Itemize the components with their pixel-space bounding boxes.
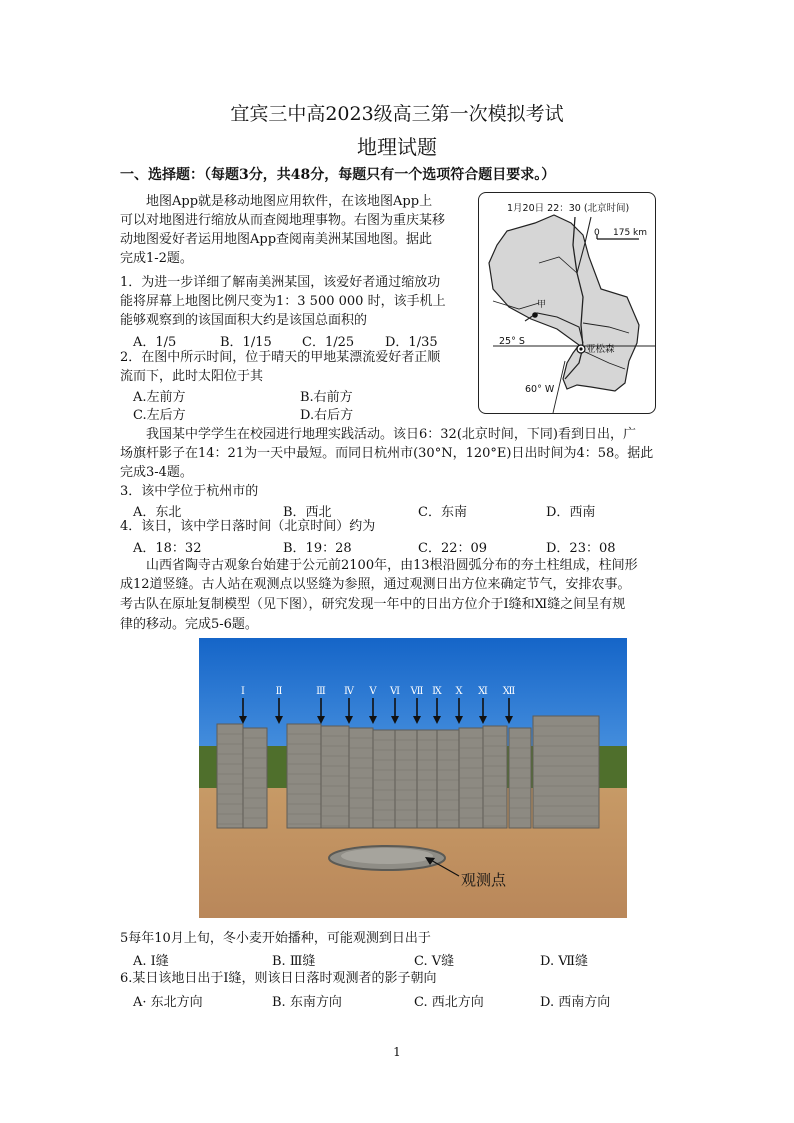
intro3-line: 律的移动。完成5-6题。: [120, 617, 258, 632]
place-jia-label: 甲: [537, 300, 547, 310]
map-time-label: 1月20日 22：30 (北京时间): [507, 203, 630, 214]
map-svg: [479, 193, 655, 413]
slit-label: Ⅴ: [369, 686, 377, 697]
q6-option-d: D. 西南方向: [540, 995, 611, 1010]
slit-label: Ⅰ: [241, 686, 245, 697]
q3-option-b: B．西北: [283, 505, 332, 520]
slit-label: Ⅹ: [455, 686, 463, 697]
pillar: [395, 730, 417, 828]
intro3-line: 成12道竖缝。古人站在观测点以竖缝为参照，通过观测日出方位来确定节气，安排农事。: [120, 577, 631, 592]
q2-option-b: B.右前方: [300, 390, 353, 405]
scale-label: 175 km: [613, 228, 648, 238]
pillar: [533, 716, 599, 828]
intro1-line: 可以对地图进行缩放从而查阅地理事物。右图为重庆某移: [120, 213, 446, 228]
pillar: [321, 726, 349, 828]
pillar: [417, 730, 437, 828]
q6-option-c: C. 西北方向: [414, 995, 484, 1010]
subject-title: 地理试题: [357, 135, 437, 159]
q3-option-c: C．东南: [418, 505, 467, 520]
slit-label: Ⅱ: [275, 686, 283, 697]
scale-zero-label: 0: [594, 228, 600, 238]
q5-stem: 5每年10月上旬，冬小麦开始播种，可能观测到日出于: [120, 931, 431, 946]
q1-option-a: A．1/5: [133, 335, 177, 350]
exam-title: 宜宾三中高2023级高三第一次模拟考试: [230, 103, 564, 125]
q1-stem: 能够观察到的该国面积大约是该国总面积的: [120, 313, 368, 328]
capital-dot: [579, 347, 582, 350]
page-number: 1: [393, 1045, 401, 1059]
q4-stem: 4．该日，该中学日落时间（北京时间）约为: [120, 519, 376, 534]
q6-option-a: A· 东北方向: [133, 995, 203, 1010]
q5-option-b: B. Ⅲ缝: [272, 954, 316, 969]
slit-label: Ⅶ: [410, 686, 424, 697]
q5-option-d: D. Ⅶ缝: [540, 954, 589, 969]
latitude-label: 25° S: [499, 336, 525, 347]
observation-platform-top: [341, 848, 433, 864]
longitude-label: 60° W: [525, 384, 555, 395]
q2-option-a: A.左前方: [133, 390, 186, 405]
q2-stem: 流而下，此时太阳位于其: [120, 369, 264, 384]
slit-label: Ⅳ: [344, 686, 354, 697]
country-map: [478, 192, 656, 414]
q2-option-c: C.左后方: [133, 408, 186, 423]
q1-stem: 1．为进一步详细了解南美洲某国，该爱好者通过缩放功: [120, 275, 441, 290]
intro2-line: 场旗杆影子在14：21为一天中最短。而同日杭州市(30°N，120°E)日出时间为4：58。据此: [120, 446, 654, 461]
q2-option-d: D.右后方: [300, 408, 354, 423]
capital-label: 亚松森: [586, 344, 615, 355]
q4-option-b: B．19：28: [283, 541, 352, 556]
intro2-line: 我国某中学学生在校园进行地理实践活动。该日6：32(北京时间，下同)看到日出，广: [146, 427, 636, 442]
pillar: [373, 730, 395, 828]
intro3-line: 山西省陶寺古观象台始建于公元前2100年，由13根沿圆弧分布的夯土柱组成，柱间形: [146, 558, 638, 573]
slit-label: Ⅻ: [502, 686, 516, 697]
q4-option-c: C．22：09: [418, 541, 488, 556]
pillar: [287, 724, 321, 828]
q3-stem: 3．该中学位于杭州市的: [120, 484, 259, 499]
q5-option-c: C. Ⅴ缝: [414, 954, 455, 969]
observatory-svg: [199, 638, 627, 918]
pillar: [483, 726, 507, 828]
pillar: [437, 730, 459, 828]
q1-option-c: C．1/25: [302, 335, 355, 350]
pillar: [217, 724, 243, 828]
q2-stem: 2．在图中所示时间，位于晴天的甲地某漂流爱好者正顺: [120, 350, 441, 365]
observation-point-label: 观测点: [461, 871, 507, 889]
q5-option-a: A. Ⅰ缝: [133, 954, 169, 969]
slit-label: Ⅸ: [432, 686, 442, 697]
section-heading: 一、选择题：（每题3分，共48分，每题只有一个选项符合题目要求。）: [120, 167, 556, 183]
q1-stem: 能将屏幕上地图比例尺变为1：3 500 000 时，该手机上: [120, 294, 446, 309]
q6-stem: 6.某日该地日出于Ⅰ缝，则该日日落时观测者的影子朝向: [120, 971, 437, 986]
intro1-line: 地图App就是移动地图应用软件，在该地图App上: [146, 194, 433, 209]
q3-option-a: A．东北: [133, 505, 182, 520]
q1-option-d: D．1/35: [385, 335, 438, 350]
intro1-line: 完成1-2题。: [120, 251, 193, 266]
q4-option-a: A．18：32: [133, 541, 202, 556]
intro1-line: 动地图爱好者运用地图App查阅南美洲某国地图。据此: [120, 232, 433, 247]
jia-marker: [532, 312, 538, 318]
slit-label: Ⅵ: [389, 686, 401, 697]
slit-label: Ⅺ: [478, 686, 488, 697]
observatory-photo: [199, 638, 627, 918]
q6-option-b: B. 东南方向: [272, 995, 342, 1010]
longitude-line: [553, 361, 565, 413]
q3-option-d: D．西南: [546, 505, 596, 520]
slit-label: Ⅲ: [316, 686, 326, 697]
q4-option-d: D．23：08: [546, 541, 616, 556]
intro2-line: 完成3-4题。: [120, 465, 193, 480]
intro3-line: 考古队在原址复制模型（见下图），研究发现一年中的日出方位介于Ⅰ缝和Ⅺ缝之间呈有规: [120, 597, 626, 612]
q1-option-b: B．1/15: [220, 335, 272, 350]
